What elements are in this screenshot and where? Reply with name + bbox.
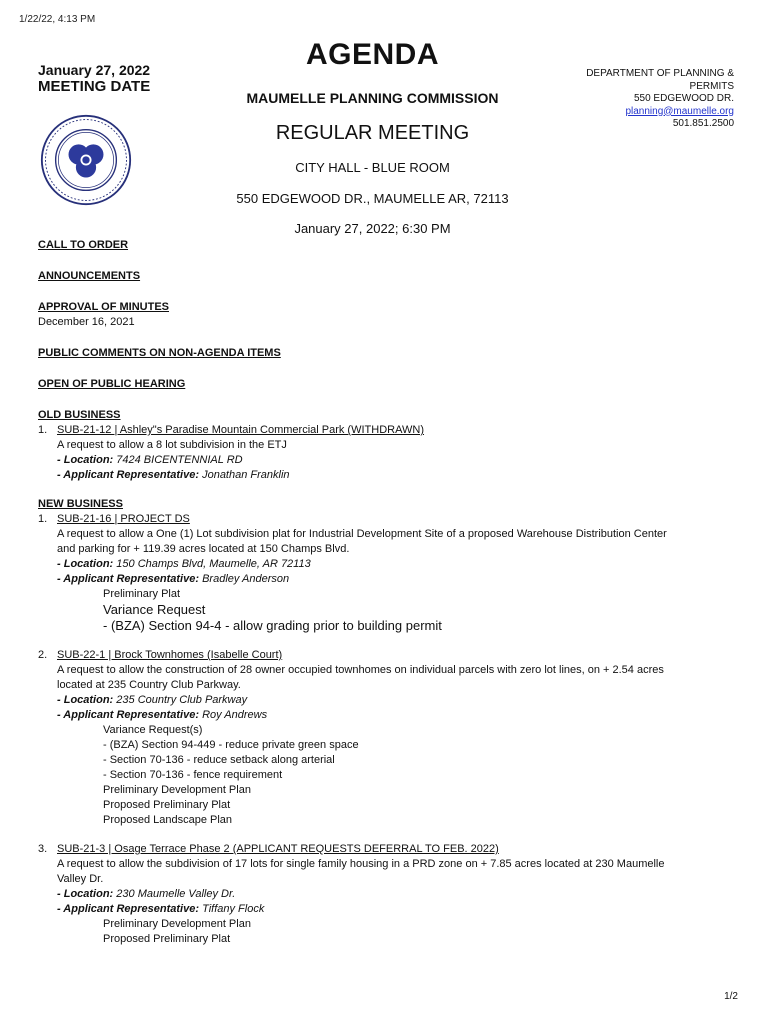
section-approval-of-minutes: APPROVAL OF MINUTES [38,301,169,313]
item-number: 1. [38,424,48,436]
department-email-link[interactable]: planning@maumelle.org [625,105,734,117]
applicant-label: - Applicant Representative: [57,903,200,915]
sub-item: - (BZA) Section 94-4 - allow grading prior to building permit [103,618,442,633]
new-business-title-link[interactable]: SUB-22-1 | Brock Townhomes (Isabelle Court) [57,649,283,661]
item-location: 150 Champs Blvd, Maumelle, AR 72113 [116,558,311,570]
item-number: 1. [38,513,48,525]
department-name-line2: PERMITS [689,80,734,92]
sub-item: Preliminary Development Plan [103,918,251,930]
new-business-item-1 [38,512,738,634]
sub-item: - Section 70-136 - reduce setback along arterial [103,754,335,766]
sub-item: - Section 70-136 - fence requirement [103,769,283,781]
sub-item: Proposed Landscape Plan [103,814,233,826]
item-description-line1: A request to allow the subdivision of 17 lots for single family housing in a PRD zone on + 7.85 acres located at 230 Maumelle [57,858,665,870]
item-applicant: Roy Andrews [202,709,268,721]
agenda-body [38,238,738,947]
department-phone: 501.851.2500 [672,118,734,129]
item-number: 3. [38,843,48,855]
department-name-line1: DEPARTMENT OF PLANNING & [586,68,734,79]
item-description-line1: A request to allow a One (1) Lot subdivision plat for Industrial Development Site of a proposed Warehouse Distribution Center [57,528,667,540]
sub-item: Proposed Preliminary Plat [103,933,231,945]
item-location: 235 Country Club Parkway [116,694,248,706]
applicant-label: - Applicant Representative: [57,573,200,585]
department-street: 550 EDGEWOOD DR. [633,93,734,104]
sub-item: - (BZA) Section 94-449 - reduce private green space [103,739,359,751]
sub-item: Proposed Preliminary Plat [103,799,231,811]
item-applicant: Bradley Anderson [202,573,290,585]
commission-name: MAUMELLE PLANNING COMMISSION [246,90,499,106]
item-description-line2: located at 235 Country Club Parkway. [57,679,241,691]
sub-item: Preliminary Development Plan [103,784,251,796]
location-label: - Location: [57,888,114,900]
meeting-type: REGULAR MEETING [275,122,470,144]
meeting-datetime: January 27, 2022; 6:30 PM [294,221,451,236]
item-location: 230 Maumelle Valley Dr. [116,888,236,900]
sub-item: Variance Request [103,602,206,617]
location-label: - Location: [57,454,114,466]
section-new-business: NEW BUSINESS [38,498,123,510]
location-label: - Location: [57,558,114,570]
new-business-title-link[interactable]: SUB-21-3 | Osage Terrace Phase 2 (APPLICANT REQUESTS DEFERRAL TO FEB. 2022) [57,843,499,855]
applicant-label: - Applicant Representative: [57,709,200,721]
section-open-hearing: OPEN OF PUBLIC HEARING [38,378,186,390]
old-business-item [38,423,738,483]
item-description-line1: A request to allow the construction of 28 owner occupied townhomes on individual parcels with zero lot lines, on + 2.54 acres [57,664,664,676]
minutes-date: December 16, 2021 [38,316,135,328]
agenda-title: AGENDA [305,38,439,71]
item-applicant: Jonathan Franklin [202,469,290,481]
old-business-title-link[interactable]: SUB-21-12 | Ashley"s Paradise Mountain Commercial Park (WITHDRAWN) [57,424,425,436]
new-business-title-link[interactable]: SUB-21-16 | PROJECT DS [57,513,190,525]
section-old-business: OLD BUSINESS [38,409,121,421]
meeting-date-value: January 27, 2022 [38,62,151,78]
section-public-comments: PUBLIC COMMENTS ON NON-AGENDA ITEMS [38,347,281,359]
item-location: 7424 BICENTENNIAL RD [116,454,243,466]
meeting-address: 550 EDGEWOOD DR., MAUMELLE AR, 72113 [236,191,509,206]
applicant-label: - Applicant Representative: [57,469,200,481]
sub-item: Variance Request(s) [103,724,203,736]
department-contact [514,68,734,131]
page-number: 1/2 [724,991,738,1002]
sub-item: Preliminary Plat [103,588,181,600]
new-business-item-3 [38,842,738,947]
item-number: 2. [38,649,48,661]
section-announcements: ANNOUNCEMENTS [38,270,141,282]
meeting-venue: CITY HALL - BLUE ROOM [295,160,450,175]
item-applicant: Tiffany Flock [202,903,265,915]
location-label: - Location: [57,694,114,706]
meeting-date-label: MEETING DATE [38,78,151,95]
item-description: A request to allow a 8 lot subdivision in the ETJ [57,439,287,451]
item-description-line2: Valley Dr. [57,873,104,885]
new-business-item-2 [38,648,738,828]
section-call-to-order: CALL TO ORDER [38,239,129,251]
print-timestamp: 1/22/22, 4:13 PM [19,14,96,25]
item-description-line2: and parking for + 119.39 acres located at 150 Champs Blvd. [57,543,350,555]
